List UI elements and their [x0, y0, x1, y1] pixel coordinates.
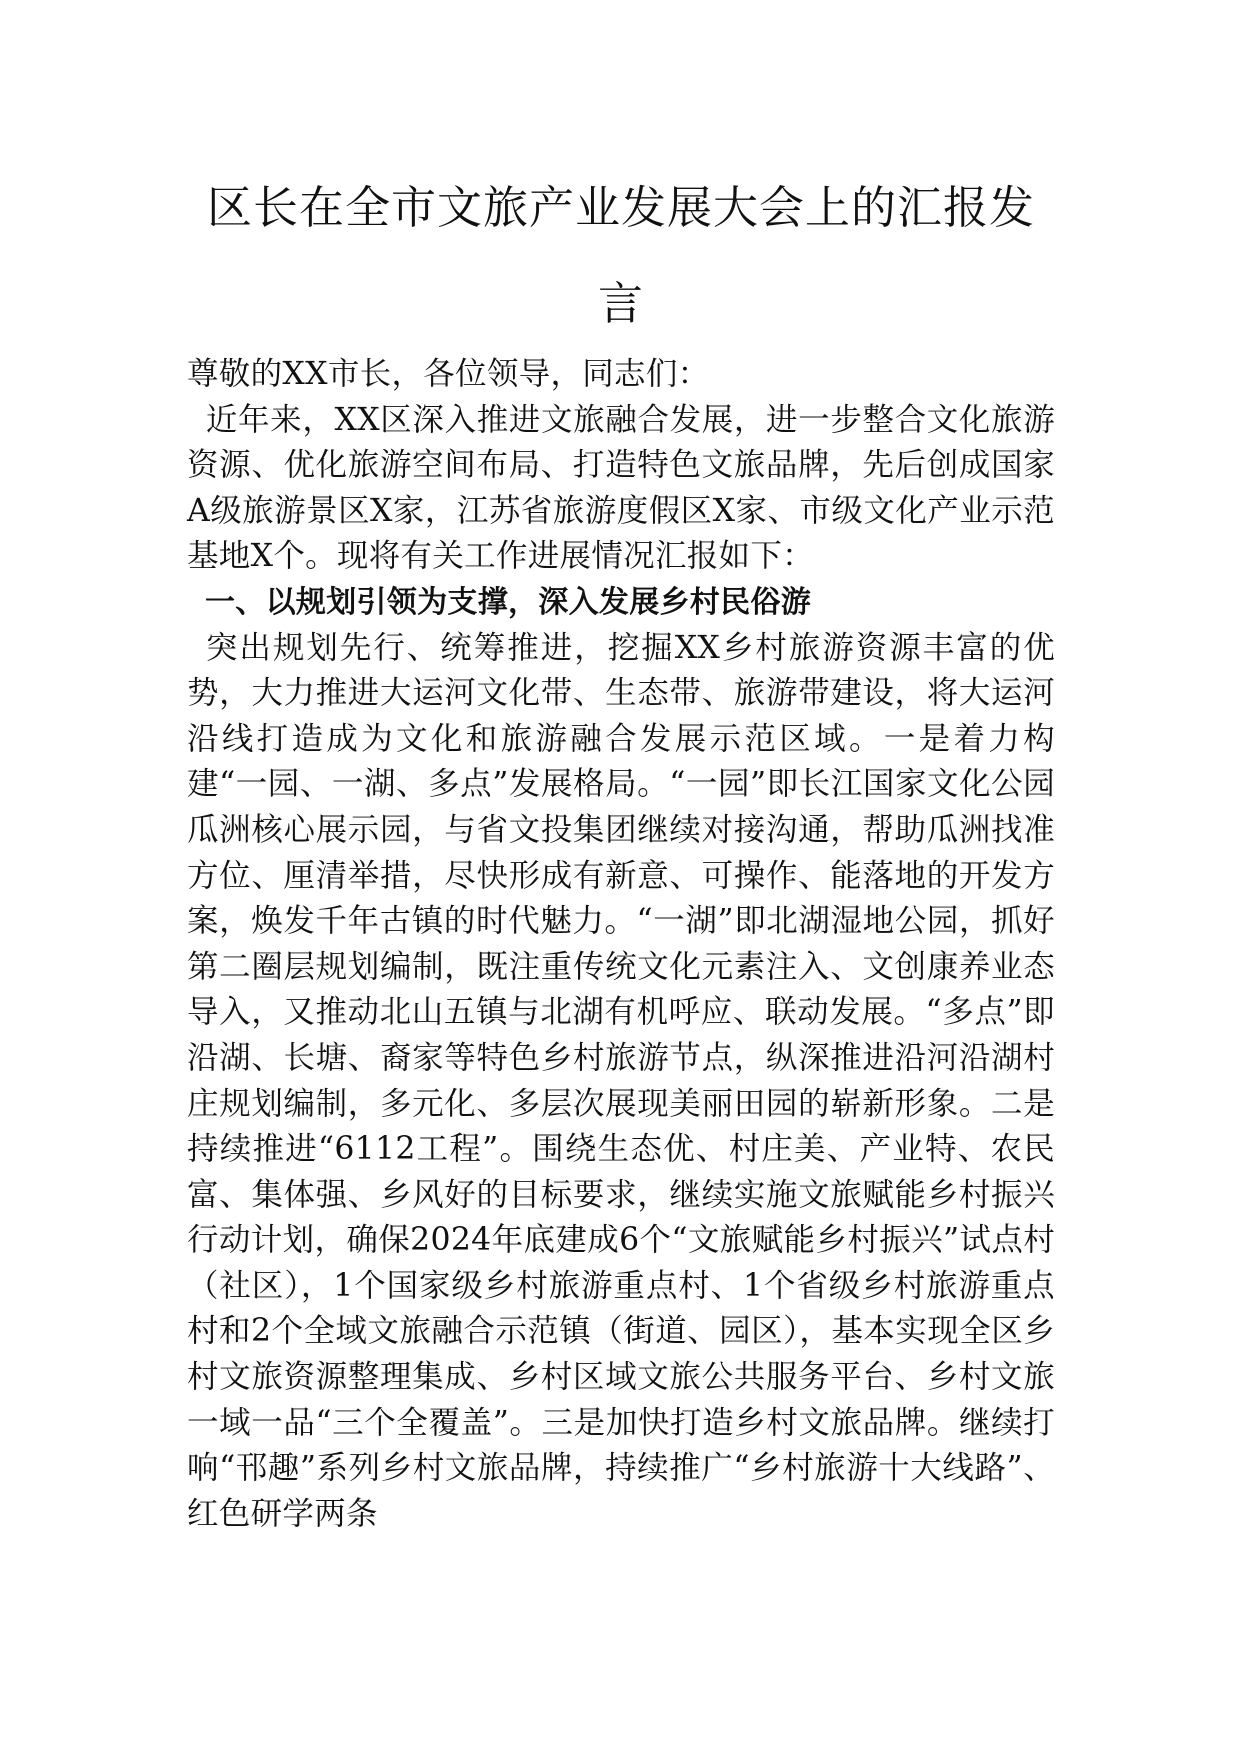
document-page — [187, 160, 1055, 1537]
section-heading-1: 一、以规划引领为支撑，深入发展乡村民俗游 — [205, 584, 811, 620]
document-body — [187, 352, 1055, 1537]
salutation: 尊敬的XX市长，各位领导，同志们： — [187, 356, 710, 392]
section-1-paragraph: 突出规划先行、统筹推进，挖掘XX乡村旅游资源丰富的优势，大力推进大运河文化带、生态带、旅游带建设，将大运河沿线打造成为文化和旅游融合发展示范区域。一是着力构建“一园、一湖、多点”发展格局。“一园”即长江国家文化公园瓜洲核心展示园，与省文投集团继续对接沟通，帮助瓜洲找准方位、厘清举措，尽快形成有新意、可操作、能落地的开发方案，焕发千年古镇的时代魅力。“一湖”即北湖湿地公园，抓好第二圈层规划编制，既注重传统文化元素注入、文创康养业态导入，又推动北山五镇与北湖有机呼应、联动发展。“多点”即沿湖、长塘、裔家等特色乡村旅游节点，纵深推进沿河沿湖村庄规划编制，多元化、多层次展现美丽田园的崭新形象。二是持续推进“6112工程”。围绕生态优、村庄美、产业特、农民富、集体强、乡风好的目标要求，继续实施文旅赋能乡村振兴行动计划，确保2024年底建成6个“文旅赋能乡村振兴”试点村（社区），1个国家级乡村旅游重点村、1个省级乡村旅游重点村和2个全域文旅融合示范镇（街道、园区），基本实现全区乡村文旅资源整理集成、乡村区域文旅公共服务平台、乡村文旅一域一品“三个全覆盖”。三是加快打造乡村文旅品牌。继续打响“邗趣”系列乡村文旅品牌，持续推广“乡村旅游十大线路”、红色研学两条 — [187, 629, 1055, 1532]
intro-paragraph: 近年来，XX区深入推进文旅融合发展，进一步整合文化旅游资源、优化旅游空间布局、打造特色文旅品牌，先后创成国家A级旅游景区X家，江苏省旅游度假区X家、市级文化产业示范基地X个。现将有关工作进展情况汇报如下： — [187, 401, 1055, 575]
document-title: 区长在全市文旅产业发展大会上的汇报发言 — [206, 181, 1035, 330]
